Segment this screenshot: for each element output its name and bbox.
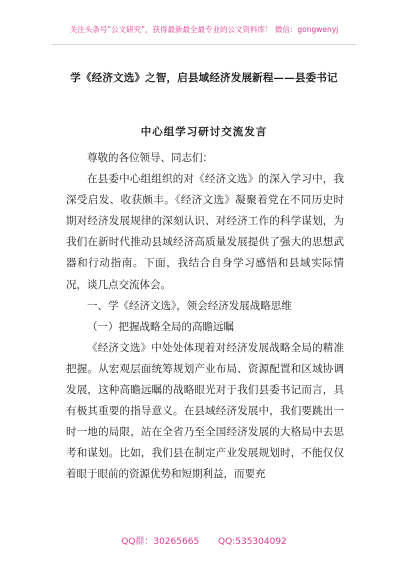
intro-paragraph: 在县委中心组组织的对《经济文选》的深入学习中，我深受启发、收获颇丰。《经济文选》凝聚着党在不同历史时期对经济发展规律的深刻认识、对经济工作的科学谋划，为我们在新时代推动县域经济高质量发展提供了强大的思想武器和行动指南。下面，我结合自身学习感悟和县域实际情况，谈几点交流体会。 bbox=[66, 173, 344, 291]
header-divider bbox=[52, 44, 356, 45]
body-paragraph: 《经济文选》中处处体现着对经济发展战略全局的精准把握。从宏观层面统筹规划产业布局、资源配置和区域协调发展，这种高瞻远瞩的战略眼光对于我们县委书记而言，具有极其重要的指导意义。在县域经济发展中，我们要跳出一时一地的局限，站在全省乃至全国经济发展的大格局中去思考和谋划。比如，我们县在制定产业发展规划时，不能仅仅着眼于眼前的资源优势和短期利益，而要充 bbox=[66, 341, 344, 481]
document-subtitle: 中心组学习研讨交流发言 bbox=[140, 126, 268, 138]
subsection-heading: （一）把握战略全局的高瞻远瞩 bbox=[87, 320, 234, 333]
document-body bbox=[66, 148, 344, 486]
document-title: 学《经济文选》之智，启县域经济发展新程——县委书记 bbox=[70, 72, 338, 84]
footer-qq-number: QQ:535304092 bbox=[218, 537, 287, 547]
section-heading: 一、学《经济文选》，领会经济发展战略思维 bbox=[87, 299, 292, 312]
footer-qq-group: QQ群：30265665 bbox=[121, 537, 200, 547]
salutation: 尊敬的各位领导、同志们： bbox=[87, 152, 213, 164]
footer-contact bbox=[0, 534, 408, 547]
header-banner: 关注头条号“公文研究”，获得最新最全最专业的公文资料库！ 微信：gongwenyj bbox=[69, 25, 339, 34]
